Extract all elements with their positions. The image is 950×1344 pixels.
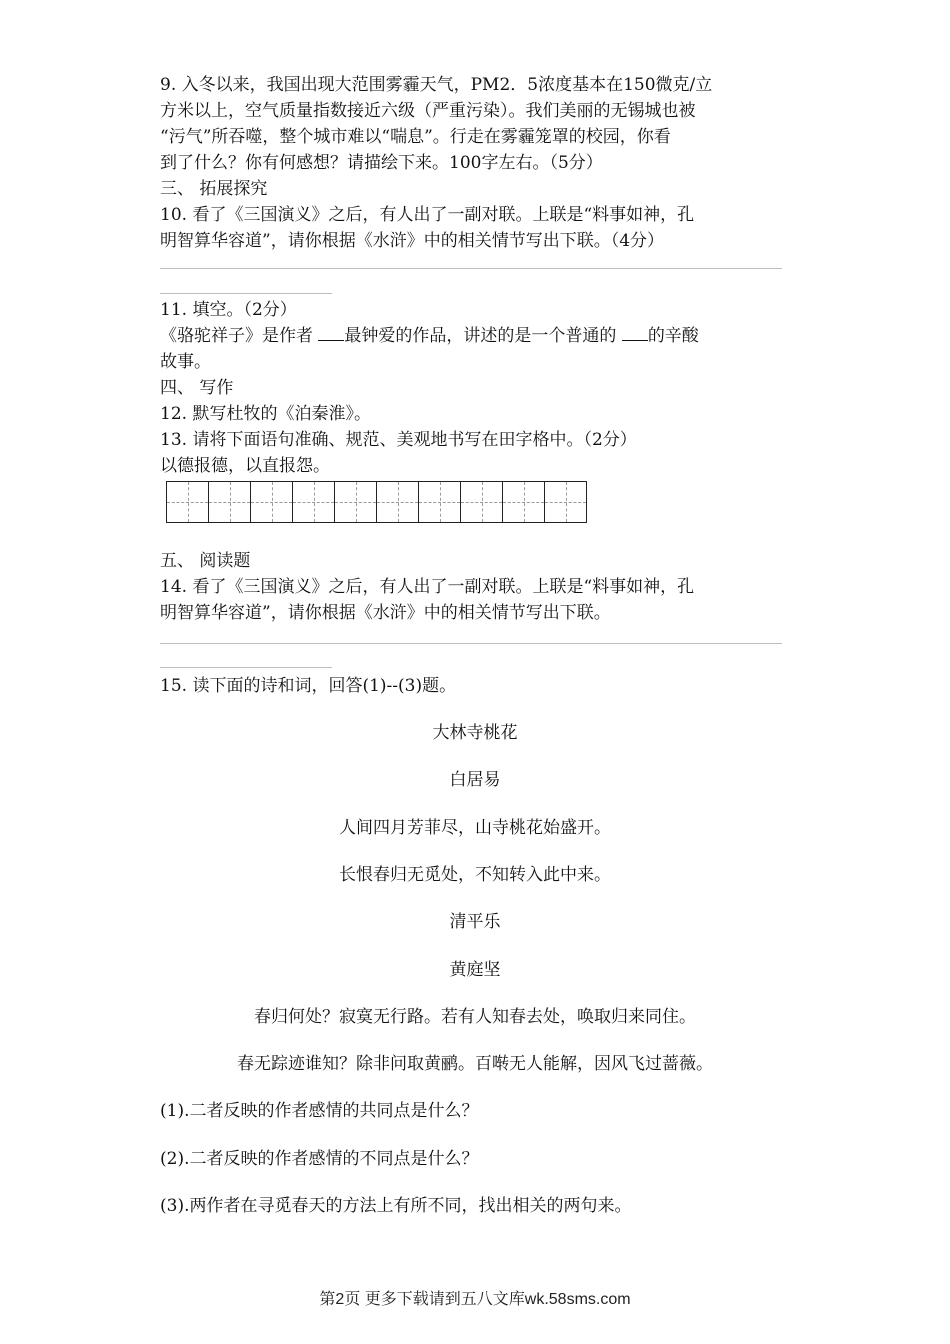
poem-1-line-2: 长恨春归无觅处，不知转入此中来。	[339, 865, 611, 885]
q10-line-1: 10. 看了《三国演义》之后，有人出了一副对联。上联是“料事如神，孔	[160, 205, 695, 225]
q11-line-2: 故事。	[160, 352, 211, 372]
q14-answer-line-1	[160, 643, 782, 644]
q15-sub-question-3: (3).两作者在寻觅春天的方法上有所不同，找出相关的两句来。	[160, 1196, 632, 1216]
poem-1-author: 白居易	[449, 770, 501, 790]
grid-cell[interactable]	[167, 482, 209, 522]
grid-cell[interactable]	[209, 482, 251, 522]
q14-line-1: 14. 看了《三国演义》之后，有人出了一副对联。上联是“料事如神，孔	[160, 577, 695, 597]
page-footer: 第2页 更多下载请到五八文库wk.58sms.com	[319, 1291, 631, 1308]
q11-line-1	[160, 323, 699, 349]
poem-2-line-1: 春归何处？寂寞无行路。若有人知春去处，唤取归来同住。	[254, 1007, 696, 1027]
q11-text-c: 的辛酸	[647, 326, 699, 346]
grid-cell[interactable]	[251, 482, 293, 522]
q9-line-3: “污气”所吞噬，整个城市难以“喘息”。行走在雾霾笼罩的校园，你看	[160, 127, 671, 147]
q12-text: 12. 默写杜牧的《泊秦淮》。	[160, 404, 371, 424]
q15-intro: 15. 读下面的诗和词，回答(1)--(3)题。	[160, 676, 457, 696]
q13-line-2: 以德报德，以直报怨。	[160, 456, 330, 476]
tianzige-grid[interactable]	[166, 481, 587, 523]
poem-1-title: 大林寺桃花	[432, 723, 518, 743]
q11-blank-author[interactable]	[318, 324, 344, 341]
q10-answer-line-1	[160, 268, 782, 269]
section-5-heading: 五、 阅读题	[160, 551, 251, 571]
q10-line-2: 明智算华容道”，请你根据《水浒》中的相关情节写出下联。（4分）	[160, 231, 665, 251]
q14-line-2: 明智算华容道”，请你根据《水浒》中的相关情节写出下联。	[160, 603, 611, 623]
q11-text-a: 《骆驼祥子》是作者	[160, 326, 319, 346]
poem-1-line-1: 人间四月芳菲尽，山寺桃花始盛开。	[339, 818, 611, 838]
q11-title: 11. 填空。（2分）	[160, 300, 297, 320]
grid-cell[interactable]	[377, 482, 419, 522]
q15-sub-question-1: (1).二者反映的作者感情的共同点是什么？	[160, 1101, 479, 1121]
poem-2-author: 黄庭坚	[449, 960, 501, 980]
q9-line-4: 到了什么？你有何感想？请描绘下来。100字左右。（5分）	[160, 153, 603, 173]
q14-answer-line-2	[160, 667, 332, 668]
section-4-heading: 四、 写作	[160, 378, 234, 398]
grid-cell[interactable]	[461, 482, 503, 522]
grid-cell[interactable]	[545, 482, 587, 522]
section-3-heading: 三、 拓展探究	[160, 179, 268, 199]
q10-answer-line-2	[160, 293, 332, 294]
q11-blank-subject[interactable]	[622, 324, 648, 341]
grid-cell[interactable]	[293, 482, 335, 522]
q15-sub-question-2: (2).二者反映的作者感情的不同点是什么？	[160, 1149, 479, 1169]
poem-2-title: 清平乐	[449, 912, 501, 932]
grid-cell[interactable]	[503, 482, 545, 522]
q9-line-2: 方米以上，空气质量指数接近六级（严重污染）。我们美丽的无锡城也被	[160, 101, 696, 121]
grid-cell[interactable]	[335, 482, 377, 522]
poem-2-line-2: 春无踪迹谁知？除非问取黄鹂。百啭无人能解，因风飞过蔷薇。	[237, 1054, 713, 1074]
q9-line-1: 9. 入冬以来，我国出现大范围雾霾天气，PM2．5浓度基本在150微克/立	[160, 75, 713, 95]
q13-line-1: 13. 请将下面语句准确、规范、美观地书写在田字格中。（2分）	[160, 430, 637, 450]
q11-text-b: 最钟爱的作品，讲述的是一个普通的	[344, 326, 622, 346]
grid-cell[interactable]	[419, 482, 461, 522]
